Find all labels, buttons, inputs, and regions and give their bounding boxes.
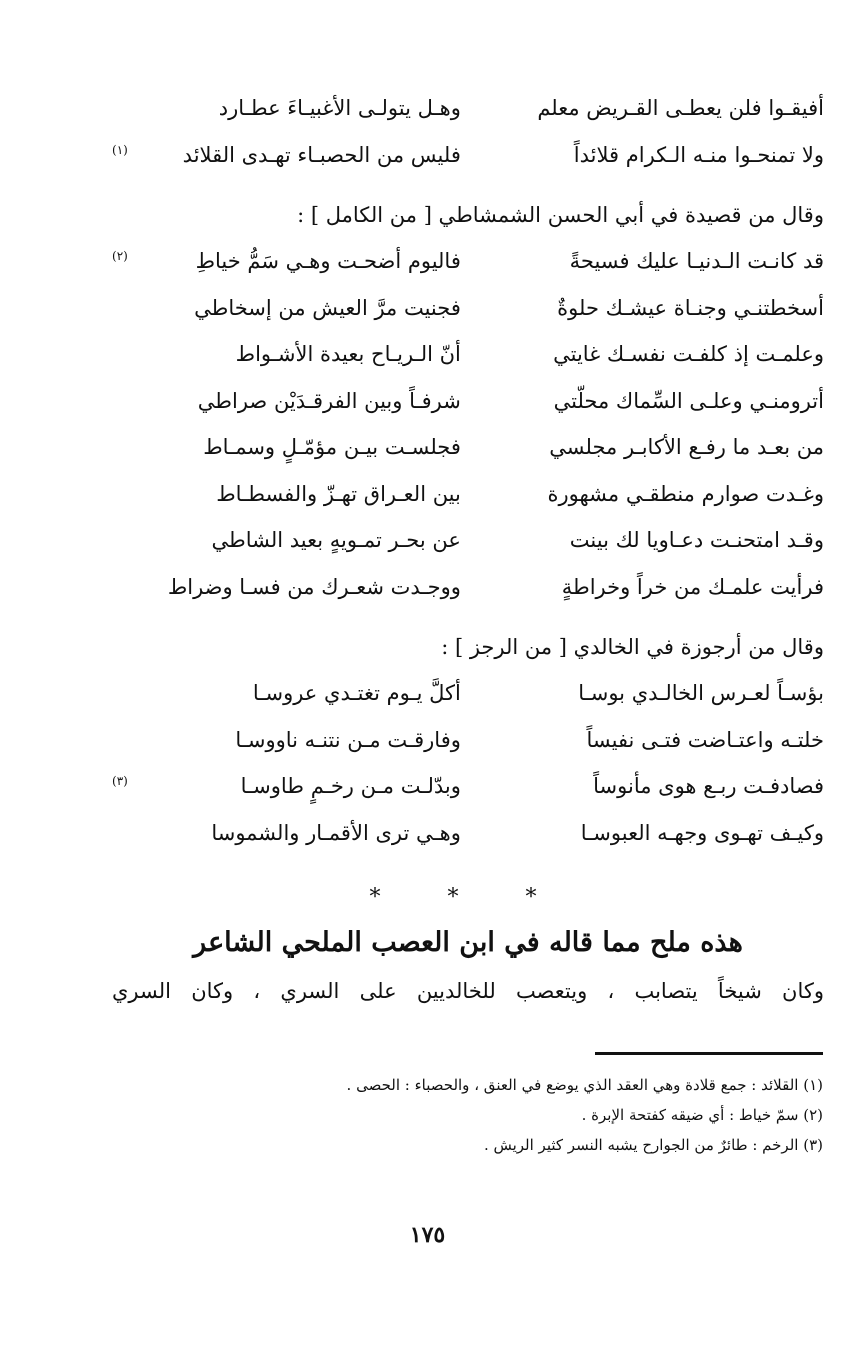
first-hemistich: وقـد امتحنـت دعـاويا لك بينت bbox=[569, 528, 824, 552]
first-hemistich: وعلمـت إذ كلفـت نفسـك غايتي bbox=[553, 342, 824, 366]
second-hemistich: عن بحـر تمـويهٍ بعيد الشاطي bbox=[211, 528, 461, 552]
footnote-3: (٣) الرخم : طائرٌ من الجوارح يشبه النسر كثير الريش . bbox=[483, 1136, 823, 1154]
first-hemistich: وغـدت صوارم منطقـي مشهورة bbox=[547, 481, 824, 506]
first-hemistich: أترومنـي وعلـى السِّماك محلّتي bbox=[553, 388, 824, 413]
verse-line bbox=[112, 96, 824, 143]
footnote-2: (٢) سمّ خياط : أي ضيقه كفتحة الإبرة . bbox=[581, 1106, 823, 1124]
section-heading: هذه ملح مما قاله في ابن العصب الملحي الشاعر bbox=[193, 927, 743, 958]
verse-line bbox=[112, 728, 824, 775]
page-content bbox=[112, 96, 824, 1019]
first-hemistich: فصادفـت ربـع هوى مأنوساً bbox=[593, 774, 824, 798]
verse-line bbox=[112, 528, 824, 575]
verse-line bbox=[112, 435, 824, 482]
footnote-divider bbox=[595, 1052, 823, 1055]
footnotes bbox=[223, 1070, 823, 1160]
verse-line bbox=[112, 575, 824, 622]
verse-line bbox=[112, 482, 824, 529]
first-hemistich: بؤسـاً لعـرس الخالـدي بوسـا bbox=[578, 681, 824, 705]
second-hemistich: فليس من الحصبـاء تهـدى القلائد bbox=[182, 142, 461, 167]
poem-intro: وقال من قصيدة في أبي الحسن الشمشاطي [ من الكامل ] : bbox=[297, 203, 824, 227]
first-hemistich: فرأيت علمـك من خراً وخراطةٍ bbox=[561, 574, 824, 599]
footnote-marker: (٢) bbox=[112, 249, 128, 263]
second-hemistich: شرفـاً وبين الفرقـدَيْن صراطي bbox=[197, 388, 461, 413]
verse-line bbox=[112, 681, 824, 728]
first-hemistich: قد كانـت الـدنيـا عليك فسيحةً bbox=[569, 249, 824, 273]
second-hemistich-with-footnote bbox=[112, 774, 461, 798]
second-hemistich: وبدّلـت مـن رخـمٍ طاوسـا bbox=[240, 774, 461, 798]
verse-line bbox=[112, 249, 824, 296]
poem-1 bbox=[112, 96, 824, 189]
poem-3 bbox=[112, 681, 824, 867]
second-hemistich: بين العـراق تهـزّ والفسطـاط bbox=[216, 481, 461, 506]
verse-line bbox=[112, 821, 824, 868]
footnote-1: (١) القلائد : جمع قلادة وهي العقد الذي يوضع في العنق ، والحصباء : الحصى . bbox=[346, 1076, 823, 1094]
second-hemistich: أنّ الـريـاح بعيدة الأشـواط bbox=[235, 342, 461, 366]
second-hemistich-with-footnote bbox=[112, 249, 461, 273]
second-hemistich: فجنيت مرَّ العيش من إسخاطي bbox=[194, 295, 461, 320]
verse-line bbox=[112, 774, 824, 821]
second-hemistich-with-footnote bbox=[112, 143, 461, 167]
poem-intro: وقال من أرجوزة في الخالدي [ من الرجز ] : bbox=[441, 635, 824, 659]
first-hemistich: من بعـد ما رفـع الأكابـر مجلسي bbox=[549, 435, 824, 459]
second-hemistich: فاليوم أضحـت وهـي سَمُّ خياطِ bbox=[195, 249, 461, 273]
second-hemistich: ووجـدت شعـرك من فسـا وضراط bbox=[167, 574, 461, 599]
first-hemistich: خلتـه واعتـاضت فتـى نفيساً bbox=[586, 727, 824, 752]
verse-line bbox=[112, 143, 824, 190]
first-hemistich: أفيقـوا فلن يعطـى القـريض معلم bbox=[537, 96, 824, 120]
second-hemistich: وهـل يتولـى الأغبيـاءَ عطـارد bbox=[218, 96, 461, 120]
second-hemistich: فجلسـت بيـن مؤمّـلٍ وسمـاط bbox=[203, 435, 461, 459]
body-paragraph: وكان شيخاً يتصابب ، ويتعصب للخالديين على السري ، وكان السري bbox=[112, 979, 824, 1003]
verse-line bbox=[112, 342, 824, 389]
page-number: ١٧٥ bbox=[409, 1222, 446, 1248]
verse-line bbox=[112, 389, 824, 436]
second-hemistich: وفارقـت مـن نتنـه ناووسـا bbox=[235, 727, 461, 752]
poem-2 bbox=[112, 249, 824, 621]
section-separator: * * * bbox=[369, 885, 567, 910]
first-hemistich: ولا تمنحـوا منـه الـكرام قلائداً bbox=[573, 142, 824, 167]
second-hemistich: أكلَّ يـوم تغتـدي عروسـا bbox=[252, 681, 461, 705]
verse-line bbox=[112, 296, 824, 343]
second-hemistich: وهـي ترى الأقمـار والشموسا bbox=[211, 820, 461, 845]
first-hemistich: أسخطتنـي وجنـاة عيشـك حلوةٌ bbox=[557, 295, 824, 320]
footnote-marker: (١) bbox=[112, 142, 128, 157]
first-hemistich: وكيـف تهـوى وجهـه العبوسـا bbox=[580, 820, 824, 845]
footnote-marker: (٣) bbox=[112, 774, 128, 788]
